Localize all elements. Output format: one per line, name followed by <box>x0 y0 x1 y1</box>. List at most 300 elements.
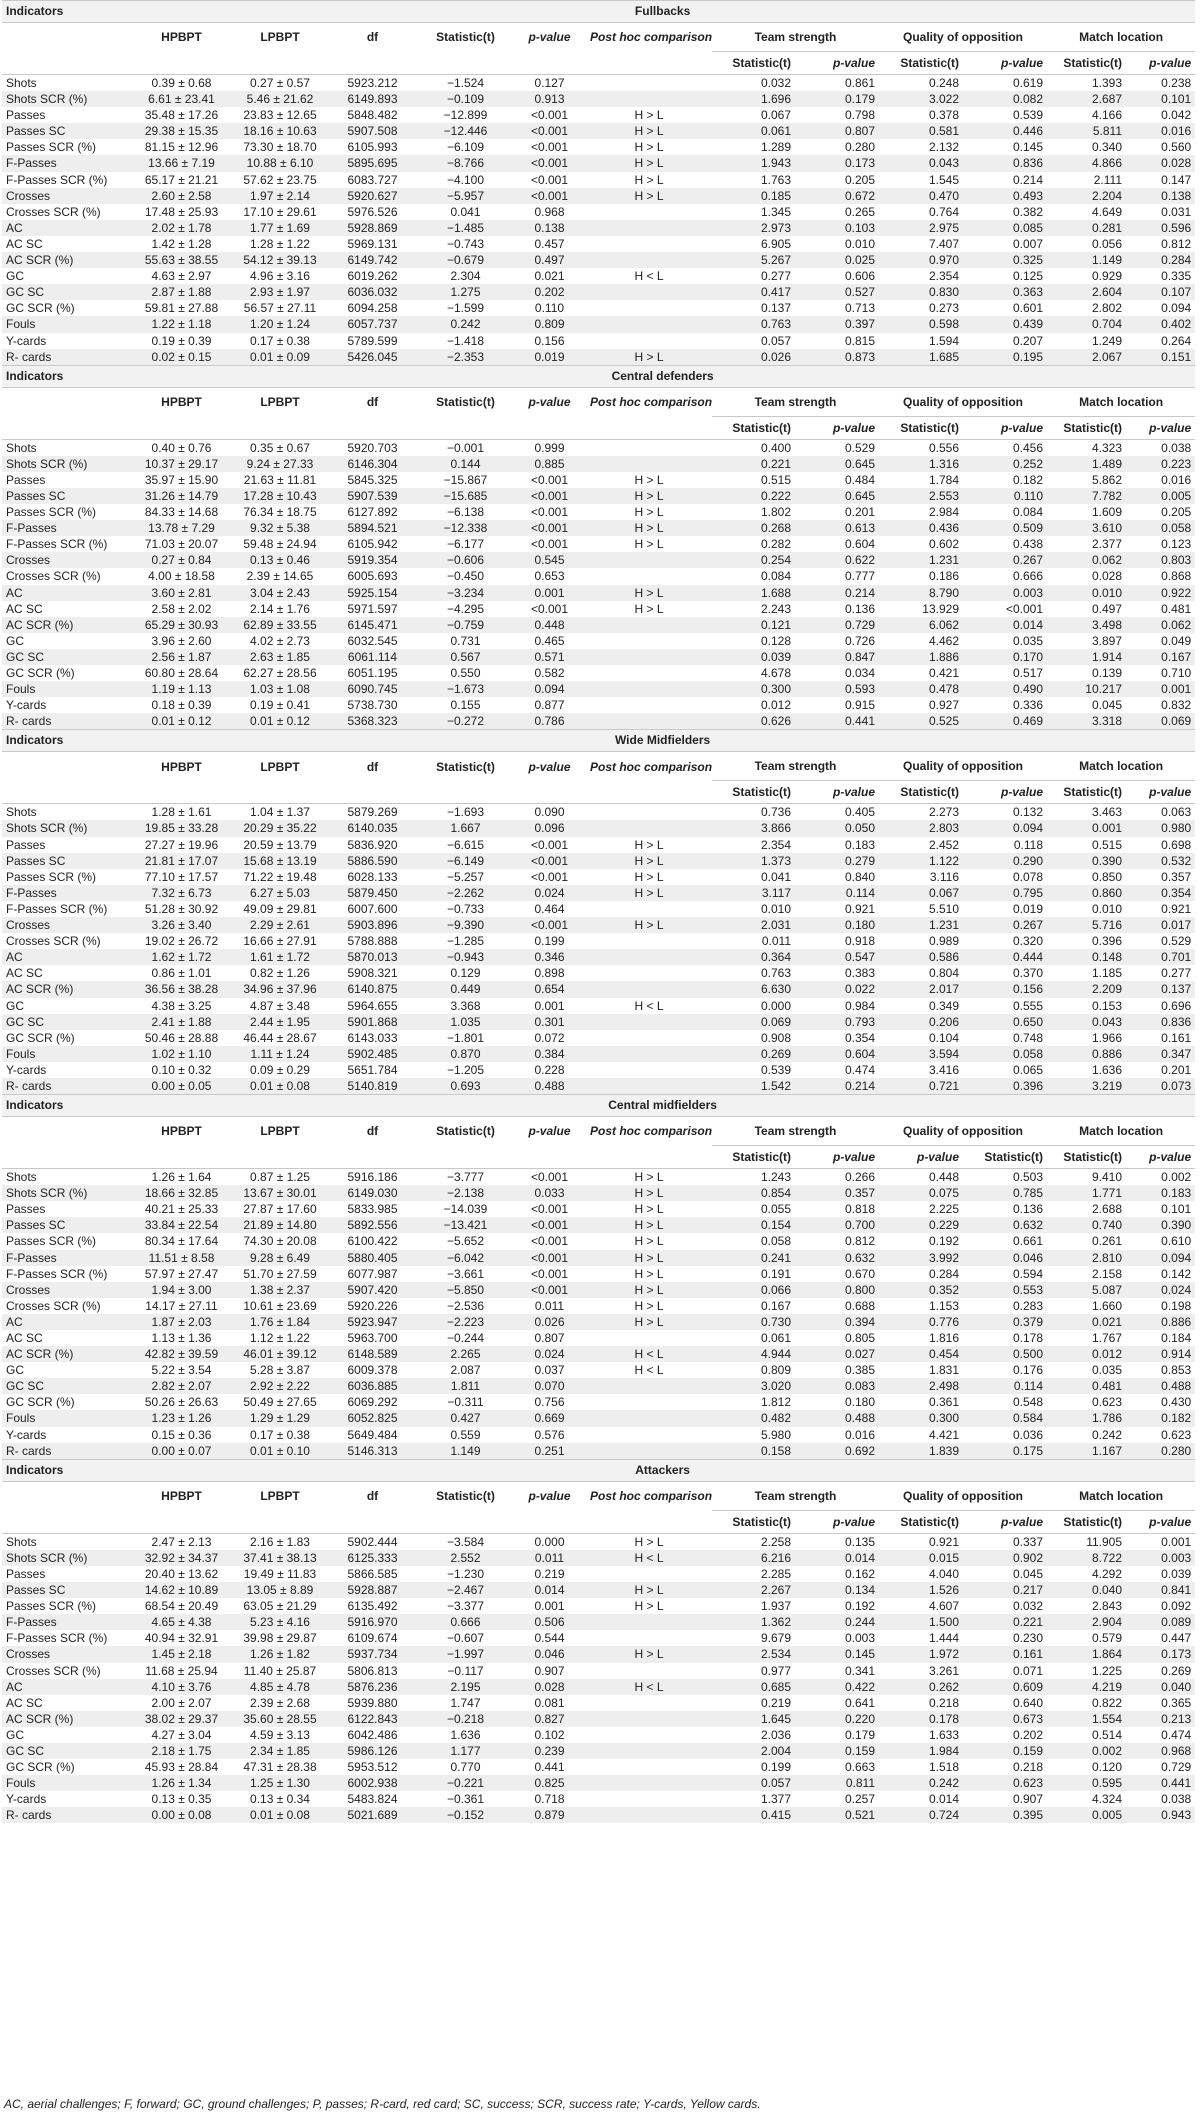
match-location-p-cell: 0.094 <box>1126 300 1195 316</box>
team-strength-p-cell: 0.405 <box>795 804 879 821</box>
statistic-cell: −0.943 <box>418 949 513 965</box>
sub-header-label: p-value <box>963 416 1047 439</box>
posthoc-cell <box>586 1030 712 1046</box>
table-row <box>2 1014 1195 1030</box>
quality-opposition-cell-b: 0.500 <box>963 1346 1047 1362</box>
statistic-cell: −1.801 <box>418 1030 513 1046</box>
match-location-stat-cell: 2.687 <box>1047 91 1126 107</box>
team-strength-stat-cell: 0.626 <box>712 713 795 730</box>
match-location-p-cell: 0.357 <box>1126 869 1195 885</box>
posthoc-cell: H < L <box>586 1362 712 1378</box>
quality-opposition-cell-b: 0.382 <box>963 204 1047 220</box>
table-row <box>2 1614 1195 1630</box>
pvalue-cell: <0.001 <box>513 172 586 188</box>
sub-header-blank <box>233 1146 327 1169</box>
lpbpt-cell: 6.27 ± 5.03 <box>233 885 327 901</box>
team-strength-p-cell: 0.214 <box>795 1078 879 1095</box>
team-strength-p-cell: 0.136 <box>795 601 879 617</box>
match-location-p-cell: 0.447 <box>1126 1630 1195 1646</box>
team-strength-stat-cell: 4.944 <box>712 1346 795 1362</box>
sub-header-label: Statistic(t) <box>1047 52 1126 75</box>
header-posthoc: Post hoc comparison <box>586 23 712 52</box>
team-strength-p-cell: 0.915 <box>795 697 879 713</box>
table-row <box>2 1185 1195 1201</box>
posthoc-cell: H > L <box>586 472 712 488</box>
match-location-stat-cell: 5.087 <box>1047 1282 1126 1298</box>
indicator-cell: Crosses <box>2 552 130 568</box>
statistic-cell: −0.272 <box>418 713 513 730</box>
header-posthoc: Post hoc comparison <box>586 752 712 781</box>
lpbpt-cell: 1.26 ± 1.82 <box>233 1646 327 1662</box>
pvalue-cell: 0.653 <box>513 568 586 584</box>
statistic-cell: −3.584 <box>418 1533 513 1550</box>
pvalue-cell: 0.384 <box>513 1046 586 1062</box>
hpbpt-cell: 0.13 ± 0.35 <box>130 1791 233 1807</box>
team-strength-stat-cell: 0.282 <box>712 536 795 552</box>
team-strength-p-cell: 0.016 <box>795 1427 879 1443</box>
quality-opposition-cell-b: 0.456 <box>963 439 1047 456</box>
indicator-cell: Shots SCR (%) <box>2 1550 130 1566</box>
sub-header-label: Statistic(t) <box>1047 416 1126 439</box>
match-location-p-cell: 0.151 <box>1126 349 1195 366</box>
statistic-cell: 0.567 <box>418 649 513 665</box>
header-pvalue: p-value <box>513 387 586 416</box>
match-location-stat-cell: 0.886 <box>1047 1046 1126 1062</box>
lpbpt-cell: 0.01 ± 0.12 <box>233 713 327 730</box>
statistic-cell: 0.041 <box>418 204 513 220</box>
team-strength-p-cell: 0.729 <box>795 617 879 633</box>
team-strength-stat-cell: 0.055 <box>712 1201 795 1217</box>
match-location-p-cell: 0.701 <box>1126 949 1195 965</box>
statistic-cell: −0.001 <box>418 439 513 456</box>
statistic-cell: −3.234 <box>418 585 513 601</box>
lpbpt-cell: 5.46 ± 21.62 <box>233 91 327 107</box>
match-location-p-cell: 0.001 <box>1126 681 1195 697</box>
indicator-cell: AC SC <box>2 1695 130 1711</box>
sub-header-blank <box>586 416 712 439</box>
match-location-stat-cell: 0.002 <box>1047 1743 1126 1759</box>
pvalue-cell: 0.199 <box>513 933 586 949</box>
lpbpt-cell: 4.02 ± 2.73 <box>233 633 327 649</box>
hpbpt-cell: 19.85 ± 33.28 <box>130 820 233 836</box>
quality-opposition-cell-b: 0.110 <box>963 488 1047 504</box>
match-location-p-cell: 0.028 <box>1126 155 1195 171</box>
match-location-p-cell: 0.205 <box>1126 504 1195 520</box>
match-location-stat-cell: 0.390 <box>1047 853 1126 869</box>
quality-opposition-cell-a: 1.972 <box>879 1646 963 1662</box>
indicator-cell: Y-cards <box>2 1791 130 1807</box>
df-cell: 5902.444 <box>327 1533 418 1550</box>
quality-opposition-cell-a: 0.525 <box>879 713 963 730</box>
hpbpt-cell: 2.87 ± 1.88 <box>130 284 233 300</box>
quality-opposition-cell-a: 1.526 <box>879 1582 963 1598</box>
table-row <box>2 804 1195 821</box>
indicator-cell: Crosses SCR (%) <box>2 1298 130 1314</box>
quality-opposition-cell-b: 0.370 <box>963 965 1047 981</box>
match-location-p-cell: 0.031 <box>1126 204 1195 220</box>
indicator-cell: Passes SCR (%) <box>2 504 130 520</box>
df-cell: 5021.689 <box>327 1807 418 1823</box>
sub-header-label: p-value <box>795 781 879 804</box>
team-strength-stat-cell: 0.066 <box>712 1282 795 1298</box>
team-strength-stat-cell: 1.696 <box>712 91 795 107</box>
quality-opposition-cell-b: 0.267 <box>963 552 1047 568</box>
indicator-cell: AC <box>2 949 130 965</box>
team-strength-stat-cell: 1.289 <box>712 139 795 155</box>
quality-opposition-cell-a: 0.067 <box>879 885 963 901</box>
quality-opposition-cell-b: 0.503 <box>963 1169 1047 1186</box>
pvalue-cell: 0.809 <box>513 316 586 332</box>
posthoc-cell: H > L <box>586 853 712 869</box>
indicator-cell: Passes <box>2 837 130 853</box>
hpbpt-cell: 2.00 ± 2.07 <box>130 1695 233 1711</box>
df-cell: 6057.737 <box>327 316 418 332</box>
quality-opposition-cell-b: 0.666 <box>963 568 1047 584</box>
df-cell: 5907.539 <box>327 488 418 504</box>
pvalue-cell: <0.001 <box>513 139 586 155</box>
indicator-cell: F-Passes SCR (%) <box>2 172 130 188</box>
team-strength-p-cell: 0.341 <box>795 1663 879 1679</box>
indicator-cell: Fouls <box>2 1775 130 1791</box>
match-location-p-cell: 0.198 <box>1126 1298 1195 1314</box>
indicator-cell: GC SC <box>2 284 130 300</box>
sub-header-label: Statistic(t) <box>712 416 795 439</box>
pvalue-cell: 0.046 <box>513 1646 586 1662</box>
match-location-p-cell: 0.238 <box>1126 75 1195 92</box>
lpbpt-cell: 76.34 ± 18.75 <box>233 504 327 520</box>
section-header-row <box>2 1459 1195 1481</box>
posthoc-cell <box>586 91 712 107</box>
statistic-cell: 0.731 <box>418 633 513 649</box>
quality-opposition-cell-b: 0.214 <box>963 172 1047 188</box>
pvalue-cell: <0.001 <box>513 1217 586 1233</box>
statistic-cell: −15.867 <box>418 472 513 488</box>
section-header-row <box>2 730 1195 752</box>
quality-opposition-cell-a: 2.273 <box>879 804 963 821</box>
sub-header-blank <box>586 52 712 75</box>
quality-opposition-cell-b: 0.045 <box>963 1566 1047 1582</box>
statistic-cell: −3.377 <box>418 1598 513 1614</box>
posthoc-cell: H > L <box>586 1185 712 1201</box>
quality-opposition-cell-a: 3.992 <box>879 1250 963 1266</box>
statistic-cell: −0.759 <box>418 617 513 633</box>
header-quality-opposition: Quality of opposition <box>879 387 1047 416</box>
match-location-stat-cell: 2.904 <box>1047 1614 1126 1630</box>
pvalue-cell: <0.001 <box>513 488 586 504</box>
team-strength-stat-cell: 1.373 <box>712 853 795 869</box>
hpbpt-cell: 4.00 ± 18.58 <box>130 568 233 584</box>
table-row <box>2 155 1195 171</box>
sub-header-blank <box>586 1146 712 1169</box>
team-strength-p-cell: 0.632 <box>795 1250 879 1266</box>
team-strength-stat-cell: 0.977 <box>712 1663 795 1679</box>
match-location-p-cell: 0.430 <box>1126 1394 1195 1410</box>
pvalue-cell: 0.094 <box>513 681 586 697</box>
team-strength-stat-cell: 0.400 <box>712 439 795 456</box>
table-row <box>2 1663 1195 1679</box>
pvalue-cell: <0.001 <box>513 123 586 139</box>
lpbpt-cell: 2.92 ± 2.22 <box>233 1378 327 1394</box>
quality-opposition-cell-a: 2.132 <box>879 139 963 155</box>
quality-opposition-cell-b: 0.539 <box>963 107 1047 123</box>
match-location-stat-cell: 0.929 <box>1047 268 1126 284</box>
team-strength-stat-cell: 0.300 <box>712 681 795 697</box>
indicator-cell: GC <box>2 268 130 284</box>
team-strength-p-cell: 0.811 <box>795 1775 879 1791</box>
sub-header-row <box>2 52 1195 75</box>
sub-header-label: Statistic(t) <box>1047 781 1126 804</box>
table-row <box>2 1598 1195 1614</box>
quality-opposition-cell-b: 0.396 <box>963 1078 1047 1095</box>
team-strength-p-cell: 0.713 <box>795 300 879 316</box>
match-location-stat-cell: 0.822 <box>1047 1695 1126 1711</box>
quality-opposition-cell-a: 0.454 <box>879 1346 963 1362</box>
team-strength-p-cell: 0.135 <box>795 1533 879 1550</box>
pvalue-cell: <0.001 <box>513 1233 586 1249</box>
hpbpt-cell: 14.62 ± 10.89 <box>130 1582 233 1598</box>
header-lpbpt: LPBPT <box>233 1117 327 1146</box>
df-cell: 5923.947 <box>327 1314 418 1330</box>
hpbpt-cell: 60.80 ± 28.64 <box>130 665 233 681</box>
team-strength-stat-cell: 0.137 <box>712 300 795 316</box>
statistic-cell: 1.747 <box>418 1695 513 1711</box>
team-strength-stat-cell: 0.032 <box>712 75 795 92</box>
df-cell: 6127.892 <box>327 504 418 520</box>
table-row <box>2 681 1195 697</box>
indicator-cell: GC <box>2 1727 130 1743</box>
quality-opposition-cell-a: 0.015 <box>879 1550 963 1566</box>
team-strength-p-cell: 0.840 <box>795 869 879 885</box>
header-statistic: Statistic(t) <box>418 752 513 781</box>
header-team-strength: Team strength <box>712 1481 879 1510</box>
team-strength-stat-cell: 0.069 <box>712 1014 795 1030</box>
hpbpt-cell: 80.34 ± 17.64 <box>130 1233 233 1249</box>
posthoc-cell <box>586 649 712 665</box>
sub-header-label: Statistic(t) <box>879 416 963 439</box>
team-strength-stat-cell: 0.515 <box>712 472 795 488</box>
table-row <box>2 1775 1195 1791</box>
quality-opposition-cell-b: 0.019 <box>963 901 1047 917</box>
quality-opposition-cell-b: 0.221 <box>963 1614 1047 1630</box>
quality-opposition-cell-b: 0.156 <box>963 981 1047 997</box>
sub-header-blank <box>327 52 418 75</box>
team-strength-stat-cell: 6.905 <box>712 236 795 252</box>
quality-opposition-cell-a: 0.586 <box>879 949 963 965</box>
team-strength-stat-cell: 0.154 <box>712 1217 795 1233</box>
indicator-cell: Shots <box>2 439 130 456</box>
pvalue-cell: 0.026 <box>513 1314 586 1330</box>
df-cell: 6105.942 <box>327 536 418 552</box>
match-location-stat-cell: 1.914 <box>1047 649 1126 665</box>
df-cell: 5919.354 <box>327 552 418 568</box>
match-location-stat-cell: 0.148 <box>1047 949 1126 965</box>
quality-opposition-cell-a: 0.300 <box>879 1410 963 1426</box>
quality-opposition-cell-b: 0.661 <box>963 1233 1047 1249</box>
df-cell: 5876.236 <box>327 1679 418 1695</box>
quality-opposition-cell-b: 0.202 <box>963 1727 1047 1743</box>
df-cell: 5963.700 <box>327 1330 418 1346</box>
header-team-strength: Team strength <box>712 1117 879 1146</box>
match-location-p-cell: 0.182 <box>1126 1410 1195 1426</box>
statistic-cell: −0.244 <box>418 1330 513 1346</box>
sub-header-blank <box>233 781 327 804</box>
quality-opposition-cell-a: 1.231 <box>879 917 963 933</box>
match-location-stat-cell: 2.802 <box>1047 300 1126 316</box>
team-strength-p-cell: 0.873 <box>795 349 879 366</box>
team-strength-p-cell: 0.613 <box>795 520 879 536</box>
match-location-stat-cell: 4.219 <box>1047 1679 1126 1695</box>
statistic-cell: −2.467 <box>418 1582 513 1598</box>
pvalue-cell: 0.544 <box>513 1630 586 1646</box>
hpbpt-cell: 31.26 ± 14.79 <box>130 488 233 504</box>
indicator-cell: GC <box>2 998 130 1014</box>
posthoc-cell: H > L <box>586 107 712 123</box>
sub-header-blank <box>418 416 513 439</box>
statistic-cell: −13.421 <box>418 1217 513 1233</box>
lpbpt-cell: 21.63 ± 11.81 <box>233 472 327 488</box>
statistic-cell: −1.599 <box>418 300 513 316</box>
sub-header-blank <box>513 416 586 439</box>
team-strength-stat-cell: 0.254 <box>712 552 795 568</box>
quality-opposition-cell-b: 0.490 <box>963 681 1047 697</box>
table-row <box>2 1791 1195 1807</box>
df-cell: 6143.033 <box>327 1030 418 1046</box>
team-strength-stat-cell: 2.243 <box>712 601 795 617</box>
table-row <box>2 91 1195 107</box>
match-location-p-cell: 0.921 <box>1126 901 1195 917</box>
team-strength-stat-cell: 0.011 <box>712 933 795 949</box>
pvalue-cell: 0.037 <box>513 1362 586 1378</box>
team-strength-p-cell: 0.422 <box>795 1679 879 1695</box>
match-location-p-cell: 0.002 <box>1126 1169 1195 1186</box>
posthoc-cell <box>586 681 712 697</box>
sub-header-label: p-value <box>795 1510 879 1533</box>
df-cell: 6042.486 <box>327 1727 418 1743</box>
quality-opposition-cell-b: 0.325 <box>963 252 1047 268</box>
hpbpt-cell: 3.96 ± 2.60 <box>130 633 233 649</box>
quality-opposition-cell-a: 1.685 <box>879 349 963 366</box>
hpbpt-cell: 1.19 ± 1.13 <box>130 681 233 697</box>
quality-opposition-cell-b: 0.446 <box>963 123 1047 139</box>
quality-opposition-cell-a: 2.553 <box>879 488 963 504</box>
indicator-cell: Passes SCR (%) <box>2 869 130 885</box>
df-cell: 5928.887 <box>327 1582 418 1598</box>
posthoc-cell <box>586 1727 712 1743</box>
header-match-location: Match location <box>1047 23 1195 52</box>
quality-opposition-cell-b: 0.632 <box>963 1217 1047 1233</box>
indicator-cell: AC SCR (%) <box>2 1346 130 1362</box>
df-cell: 5738.730 <box>327 697 418 713</box>
lpbpt-cell: 1.77 ± 1.69 <box>233 220 327 236</box>
statistic-cell: 0.666 <box>418 1614 513 1630</box>
hpbpt-cell: 40.21 ± 25.33 <box>130 1201 233 1217</box>
table-row <box>2 1646 1195 1662</box>
header-match-location: Match location <box>1047 387 1195 416</box>
header-hpbpt: HPBPT <box>130 23 233 52</box>
table-row <box>2 1378 1195 1394</box>
hpbpt-cell: 0.02 ± 0.15 <box>130 349 233 366</box>
sub-header-label: p-value <box>963 781 1047 804</box>
sub-header-label: p-value <box>795 52 879 75</box>
sub-header-blank <box>513 52 586 75</box>
quality-opposition-cell-a: 0.378 <box>879 107 963 123</box>
posthoc-cell <box>586 1759 712 1775</box>
lpbpt-cell: 11.40 ± 25.87 <box>233 1663 327 1679</box>
table-row <box>2 1298 1195 1314</box>
indicator-cell: R- cards <box>2 713 130 730</box>
quality-opposition-cell-a: 1.500 <box>879 1614 963 1630</box>
match-location-stat-cell: 0.623 <box>1047 1394 1126 1410</box>
indicator-cell: Shots SCR (%) <box>2 91 130 107</box>
match-location-stat-cell: 0.579 <box>1047 1630 1126 1646</box>
statistic-cell: −1.673 <box>418 681 513 697</box>
table-row <box>2 1807 1195 1823</box>
indicator-cell: Crosses <box>2 1282 130 1298</box>
table-row <box>2 204 1195 220</box>
hpbpt-cell: 77.10 ± 17.57 <box>130 869 233 885</box>
team-strength-p-cell: 0.670 <box>795 1266 879 1282</box>
match-location-stat-cell: 4.292 <box>1047 1566 1126 1582</box>
hpbpt-cell: 32.92 ± 34.37 <box>130 1550 233 1566</box>
match-location-p-cell: 0.101 <box>1126 91 1195 107</box>
hpbpt-cell: 2.18 ± 1.75 <box>130 1743 233 1759</box>
indicator-cell: R- cards <box>2 1078 130 1095</box>
quality-opposition-cell-a: 1.831 <box>879 1362 963 1378</box>
quality-opposition-cell-b: 0.609 <box>963 1679 1047 1695</box>
hpbpt-cell: 2.58 ± 2.02 <box>130 601 233 617</box>
sub-header-blank <box>233 416 327 439</box>
team-strength-p-cell: 0.025 <box>795 252 879 268</box>
team-strength-stat-cell: 0.417 <box>712 284 795 300</box>
team-strength-stat-cell: 0.084 <box>712 568 795 584</box>
match-location-stat-cell: 2.688 <box>1047 1201 1126 1217</box>
statistic-cell: −1.418 <box>418 333 513 349</box>
statistic-cell: −1.693 <box>418 804 513 821</box>
quality-opposition-cell-b: 0.218 <box>963 1759 1047 1775</box>
match-location-stat-cell: 2.111 <box>1047 172 1126 188</box>
lpbpt-cell: 0.13 ± 0.46 <box>233 552 327 568</box>
pvalue-cell: 0.019 <box>513 349 586 366</box>
quality-opposition-cell-a: 1.594 <box>879 333 963 349</box>
indicator-cell: Shots <box>2 804 130 821</box>
posthoc-cell <box>586 1378 712 1394</box>
match-location-stat-cell: 0.045 <box>1047 697 1126 713</box>
table-row <box>2 520 1195 536</box>
pvalue-cell: <0.001 <box>513 837 586 853</box>
match-location-stat-cell: 3.318 <box>1047 713 1126 730</box>
team-strength-stat-cell: 0.269 <box>712 1046 795 1062</box>
team-strength-p-cell: 0.394 <box>795 1314 879 1330</box>
quality-opposition-cell-a: 2.452 <box>879 837 963 853</box>
posthoc-cell <box>586 617 712 633</box>
df-cell: 6077.987 <box>327 1266 418 1282</box>
quality-opposition-cell-a: 3.116 <box>879 869 963 885</box>
quality-opposition-cell-a: 0.284 <box>879 1266 963 1282</box>
hpbpt-cell: 0.19 ± 0.39 <box>130 333 233 349</box>
hpbpt-cell: 4.63 ± 2.97 <box>130 268 233 284</box>
hpbpt-cell: 1.42 ± 1.28 <box>130 236 233 252</box>
table-row <box>2 617 1195 633</box>
hpbpt-cell: 17.48 ± 25.93 <box>130 204 233 220</box>
team-strength-stat-cell: 0.219 <box>712 1695 795 1711</box>
lpbpt-cell: 1.28 ± 1.22 <box>233 236 327 252</box>
statistic-cell: 0.559 <box>418 1427 513 1443</box>
posthoc-cell: H > L <box>586 488 712 504</box>
header-statistic: Statistic(t) <box>418 387 513 416</box>
results-table <box>2 0 1195 1823</box>
sub-header-blank <box>130 781 233 804</box>
match-location-p-cell: 0.402 <box>1126 316 1195 332</box>
